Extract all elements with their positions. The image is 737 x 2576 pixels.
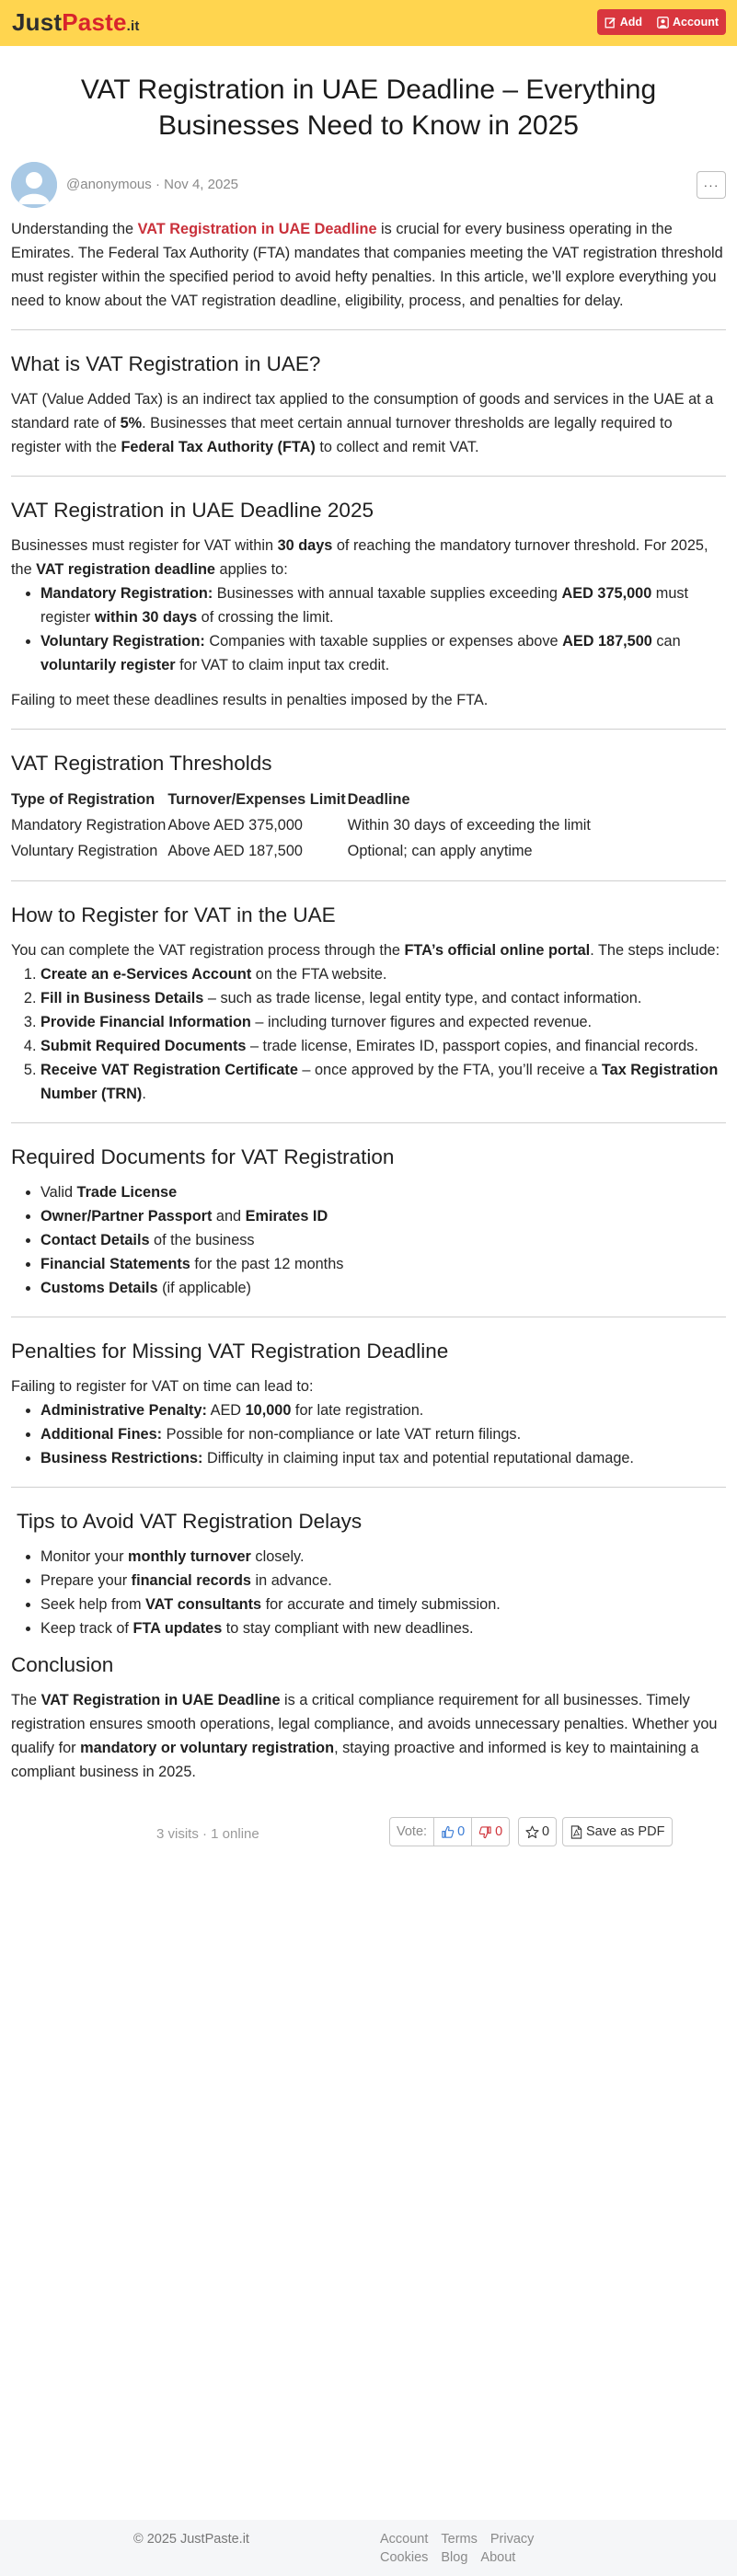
- text: Monitor your: [40, 1548, 129, 1565]
- downvote-button[interactable]: [471, 1818, 509, 1846]
- intro-paragraph: [11, 217, 726, 313]
- divider: [11, 1122, 726, 1123]
- bold-text: within 30 days: [94, 609, 198, 626]
- bold-text: Submit Required Documents: [40, 1038, 247, 1054]
- bold-text: Emirates ID: [245, 1208, 328, 1225]
- table-cell: Mandatory Registration: [11, 817, 167, 834]
- favorite-button[interactable]: [518, 1817, 557, 1846]
- footer-link-about[interactable]: About: [480, 2550, 516, 2565]
- text: Businesses must register for VAT within: [11, 537, 278, 554]
- article-body: [11, 217, 726, 1784]
- bold-text: FTA’s official online portal: [404, 942, 591, 959]
- account-button[interactable]: [650, 9, 726, 35]
- text: . The steps include:: [590, 942, 720, 959]
- list-item: [40, 1593, 726, 1616]
- bold-text: Provide Financial Information: [40, 1014, 251, 1030]
- bold-text: Administrative Penalty:: [40, 1402, 207, 1419]
- text: for late registration.: [291, 1402, 424, 1419]
- more-options-button[interactable]: [697, 171, 726, 199]
- table-header-row: [11, 787, 593, 812]
- text: of crossing the limit.: [197, 609, 334, 626]
- text: , staying proactive and informed is key to maintaining a compliant business in 2025.: [11, 1740, 699, 1780]
- list-item: [40, 1276, 726, 1300]
- bullet-list: [11, 1180, 726, 1300]
- footer-link-cookies[interactable]: Cookies: [380, 2550, 429, 2565]
- section-heading: VAT Registration Thresholds: [11, 752, 272, 775]
- list-item: [40, 1616, 726, 1640]
- text: applies to:: [214, 561, 288, 578]
- section-heading: Conclusion: [11, 1653, 114, 1676]
- footer-link-terms[interactable]: Terms: [441, 2532, 478, 2547]
- account-button-label: Account: [673, 16, 719, 29]
- avatar[interactable]: [11, 162, 57, 208]
- favorite-count: 0: [542, 1824, 550, 1839]
- text: in advance.: [250, 1572, 332, 1589]
- text: Seek help from: [40, 1596, 146, 1613]
- pdf-file-icon: [570, 1825, 582, 1839]
- list-item: [40, 1228, 726, 1252]
- save-as-pdf-label: Save as PDF: [586, 1824, 665, 1839]
- bold-text: AED 375,000: [561, 585, 652, 602]
- bold-text: 10,000: [245, 1402, 292, 1419]
- paragraph: [11, 387, 726, 459]
- vote-group: [389, 1817, 510, 1846]
- text: on the FTA website.: [251, 966, 387, 983]
- bold-text: Customs Details: [40, 1280, 158, 1296]
- column-header: Type of Registration: [11, 791, 155, 808]
- text: Possible for non-compliance or late VAT return filings.: [162, 1426, 522, 1443]
- list-item: [40, 1204, 726, 1228]
- post-date: Nov 4, 2025: [164, 177, 239, 192]
- bullet-list: [11, 1545, 726, 1640]
- section-heading: VAT Registration in UAE Deadline 2025: [11, 499, 374, 522]
- threshold-table: [11, 787, 593, 864]
- table-cell: Above AED 375,000: [167, 817, 303, 834]
- text: VAT (Value Added Tax) is an indirect tax applied to the consumption of goods and services in the UAE at a standard rate of: [11, 391, 714, 431]
- post-meta: [11, 162, 726, 217]
- bold-text: Business Restrictions:: [40, 1450, 203, 1466]
- meta-separator: ·: [155, 177, 160, 192]
- text: AED: [206, 1402, 246, 1419]
- logo-text-paste: Paste: [62, 8, 127, 36]
- text: must register: [40, 585, 689, 626]
- bullet-list: [11, 581, 726, 677]
- bold-text: Receive VAT Registration Certificate: [40, 1062, 298, 1078]
- paragraph: Failing to register for VAT on time can lead to:: [11, 1378, 314, 1395]
- list-item: [40, 1422, 726, 1446]
- section-heading: Penalties for Missing VAT Registration Deadline: [11, 1340, 449, 1363]
- text: Valid: [40, 1184, 77, 1201]
- add-button[interactable]: [597, 9, 650, 35]
- text: is a critical compliance requirement for all businesses. Timely registration ensures smooth operations, legal compliance, and avoids unnecessary penalties. Whether you qualify for: [11, 1692, 718, 1756]
- bold-text: Federal Tax Authority (FTA): [121, 439, 316, 455]
- text: closely.: [250, 1548, 305, 1565]
- more-dots-icon: ···: [703, 178, 720, 192]
- table-cell: Within 30 days of exceeding the limit: [347, 817, 591, 834]
- bold-text: mandatory or voluntary registration: [80, 1740, 335, 1756]
- paragraph: [11, 534, 726, 581]
- site-logo[interactable]: [12, 10, 140, 34]
- list-item: [40, 1180, 726, 1204]
- bold-text: Voluntary Registration:: [40, 633, 205, 650]
- paragraph: Failing to meet these deadlines results in penalties imposed by the FTA.: [11, 692, 489, 708]
- spacer: [11, 1640, 726, 1651]
- text: of reaching the mandatory turnover threshold. For 2025, the: [11, 537, 708, 578]
- logo-text-it: .it: [126, 18, 140, 34]
- text: Companies with taxable supplies or expenses above: [204, 633, 563, 650]
- divider: [11, 880, 726, 881]
- section-heading: Required Documents for VAT Registration: [11, 1145, 395, 1168]
- bold-text: Financial Statements: [40, 1256, 190, 1272]
- footer-link-blog[interactable]: Blog: [441, 2550, 468, 2565]
- save-as-pdf-button[interactable]: [562, 1817, 673, 1846]
- text: (if applicable): [157, 1280, 251, 1296]
- star-icon: [525, 1825, 539, 1839]
- upvote-count: 0: [457, 1824, 466, 1839]
- text: . Businesses that meet certain annual turnover thresholds are legally required to register with the: [11, 415, 673, 455]
- bold-text: Owner/Partner Passport: [40, 1208, 213, 1225]
- divider: [11, 329, 726, 330]
- text: Prepare your: [40, 1572, 132, 1589]
- bold-text: FTA updates: [132, 1620, 223, 1637]
- text: for the past 12 months: [190, 1256, 344, 1272]
- footer-link-account[interactable]: Account: [380, 2532, 429, 2547]
- bullet-list: [11, 1398, 726, 1470]
- bold-text: Trade License: [76, 1184, 178, 1201]
- bold-text: 5%: [120, 415, 143, 431]
- thumbs-down-icon: [478, 1825, 492, 1839]
- section-heading: What is VAT Registration in UAE?: [11, 352, 321, 375]
- intro-link[interactable]: VAT Registration in UAE Deadline: [137, 221, 377, 237]
- text: – once approved by the FTA, you’ll receive a: [297, 1062, 602, 1078]
- bold-text: 30 days: [277, 537, 333, 554]
- footer-links: [380, 2530, 601, 2567]
- divider: [11, 476, 726, 477]
- bold-text: Contact Details: [40, 1232, 150, 1248]
- column-header: Deadline: [347, 791, 410, 808]
- table-cell: Above AED 187,500: [167, 843, 303, 859]
- text: can: [651, 633, 681, 650]
- text: of the business: [149, 1232, 255, 1248]
- list-item: [40, 962, 726, 986]
- text: – such as trade license, legal entity type, and contact information.: [203, 990, 642, 1006]
- table-cell: Optional; can apply anytime: [347, 843, 533, 859]
- text: for VAT to claim input tax credit.: [175, 657, 390, 673]
- list-item: [40, 581, 726, 629]
- text: The: [11, 1692, 41, 1708]
- list-item: [40, 1545, 726, 1569]
- list-item: [40, 1446, 726, 1470]
- text: You can complete the VAT registration process through the: [11, 942, 405, 959]
- divider: [11, 1487, 726, 1488]
- bold-text: VAT consultants: [145, 1596, 262, 1613]
- list-item: [40, 1034, 726, 1058]
- numbered-list: [11, 962, 726, 1106]
- bold-text: financial records: [131, 1572, 251, 1589]
- table-cell: Voluntary Registration: [11, 843, 158, 859]
- text: is crucial for every business operating in the Emirates. The Federal Tax Authority (FTA) mandates that companies meeting the VAT registration threshold must register within the specified period to avoid hefty penalties. In this article, we’ll explore everything you need to know about the VAT registration deadline, eligibility, process, and penalties for delay.: [11, 221, 723, 309]
- vote-label: Vote:: [397, 1824, 428, 1839]
- bold-text: Create an e-Services Account: [40, 966, 252, 983]
- top-header: [0, 0, 737, 46]
- list-item: [40, 1010, 726, 1034]
- text: Businesses with annual taxable supplies exceeding: [213, 585, 562, 602]
- text: and: [212, 1208, 246, 1225]
- post-byline: [66, 177, 238, 192]
- bold-text: Mandatory Registration:: [40, 585, 213, 602]
- add-button-label: Add: [619, 16, 642, 29]
- list-item: [40, 986, 726, 1010]
- visit-stats: 3 visits · 1 online: [156, 1826, 259, 1842]
- section-heading: Tips to Avoid VAT Registration Delays: [17, 1510, 363, 1533]
- text: to collect and remit VAT.: [315, 439, 479, 455]
- bold-text: Tax Registration Number (TRN): [40, 1062, 719, 1102]
- list-item: [40, 1058, 726, 1106]
- list-item: [40, 1252, 726, 1276]
- paragraph: [11, 938, 726, 962]
- logo-text-just: Just: [12, 8, 63, 36]
- text: Understanding the: [11, 221, 138, 237]
- paragraph: [11, 1688, 726, 1784]
- section-heading: How to Register for VAT in the UAE: [11, 903, 336, 926]
- text: Difficulty in claiming input tax and potential reputational damage.: [202, 1450, 634, 1466]
- bold-text: monthly turnover: [128, 1548, 251, 1565]
- text: – trade license, Emirates ID, passport copies, and financial records.: [246, 1038, 698, 1054]
- list-item: [40, 1569, 726, 1593]
- text: .: [142, 1086, 146, 1102]
- divider: [11, 729, 726, 730]
- thumbs-up-icon: [441, 1825, 455, 1839]
- footer-link-privacy[interactable]: Privacy: [489, 2532, 535, 2547]
- page-footer: [0, 2520, 737, 2576]
- spacer: [11, 677, 726, 688]
- bold-text: voluntarily register: [40, 657, 176, 673]
- column-header: Turnover/Expenses Limit: [167, 791, 346, 808]
- downvote-count: 0: [495, 1824, 503, 1839]
- post-actions: [11, 1815, 726, 1852]
- author-name[interactable]: @anonymous: [66, 177, 152, 192]
- text: Keep track of: [40, 1620, 133, 1637]
- edit-icon: [605, 17, 616, 29]
- table-row: [11, 838, 593, 864]
- avatar-icon: [11, 162, 57, 208]
- bold-text: AED 187,500: [562, 633, 652, 650]
- text: – including turnover figures and expected revenue.: [250, 1014, 593, 1030]
- text: to stay compliant with new deadlines.: [222, 1620, 474, 1637]
- bold-text: VAT Registration in UAE Deadline: [40, 1692, 281, 1708]
- bold-text: VAT registration deadline: [36, 561, 215, 578]
- header-button-group: [597, 9, 726, 35]
- list-item: [40, 629, 726, 677]
- copyright: © 2025 JustPaste.it: [133, 2532, 249, 2547]
- bold-text: Fill in Business Details: [40, 990, 204, 1006]
- page-title: VAT Registration in UAE Deadline – Everything Businesses Need to Know in 2025: [80, 75, 657, 141]
- bold-text: Additional Fines:: [40, 1426, 163, 1443]
- list-item: [40, 1398, 726, 1422]
- table-row: [11, 812, 593, 838]
- user-icon: [657, 17, 669, 29]
- upvote-button[interactable]: [433, 1818, 471, 1846]
- text: for accurate and timely submission.: [261, 1596, 501, 1613]
